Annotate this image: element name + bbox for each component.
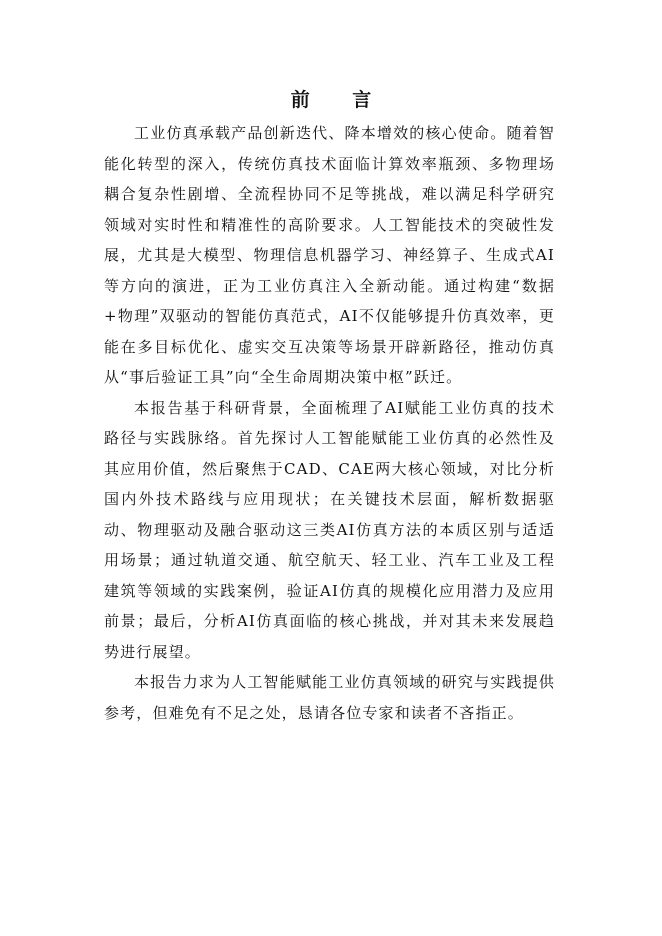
paragraph-2: 本报告基于科研背景，全面梳理了AI赋能工业仿真的技术路径与实践脉络。首先探讨人工智能赋能工业仿真的必然性及其应用价值，然后聚焦于CAD、CAE两大核心领域，对比分析国内外技术路线与应用现状；在关键技术层面，解析数据驱动、物理驱动及融合驱动这三类AI仿真方法的本质区别与适适用场景；通过轨道交通、航空航天、轻工业、汽车工业及工程建筑等领域的实践案例，验证AI仿真的规模化应用潜力及应用前景；最后，分析AI仿真面临的核心挑战，并对其未来发展趋势进行展望。 bbox=[104, 398, 555, 661]
page-title: 前 言 bbox=[290, 89, 390, 111]
paragraph-3: 本报告力求为人工智能赋能工业仿真领域的研究与实践提供参考，但难免有不足之处，恳请各位专家和读者不吝指正。 bbox=[104, 673, 555, 722]
paragraph-1: 工业仿真承载产品创新迭代、降本增效的核心使命。随着智能化转型的深入，传统仿真技术面临计算效率瓶颈、多物理场耦合复杂性剧增、全流程协同不足等挑战，难以满足科学研究领域对实时性和精准性的高阶要求。人工智能技术的突破性发展，尤其是大模型、物理信息机器学习、神经算子、生成式AI等方向的演进，正为工业仿真注入全新动能。通过构建“数据+物理”双驱动的智能仿真范式，AI不仅能够提升仿真效率，更能在多目标优化、虚实交互决策等场景开辟新路径，推动仿真从“事后验证工具”向“全生命周期决策中枢”跃迁。 bbox=[104, 124, 555, 386]
document-body bbox=[104, 118, 555, 728]
